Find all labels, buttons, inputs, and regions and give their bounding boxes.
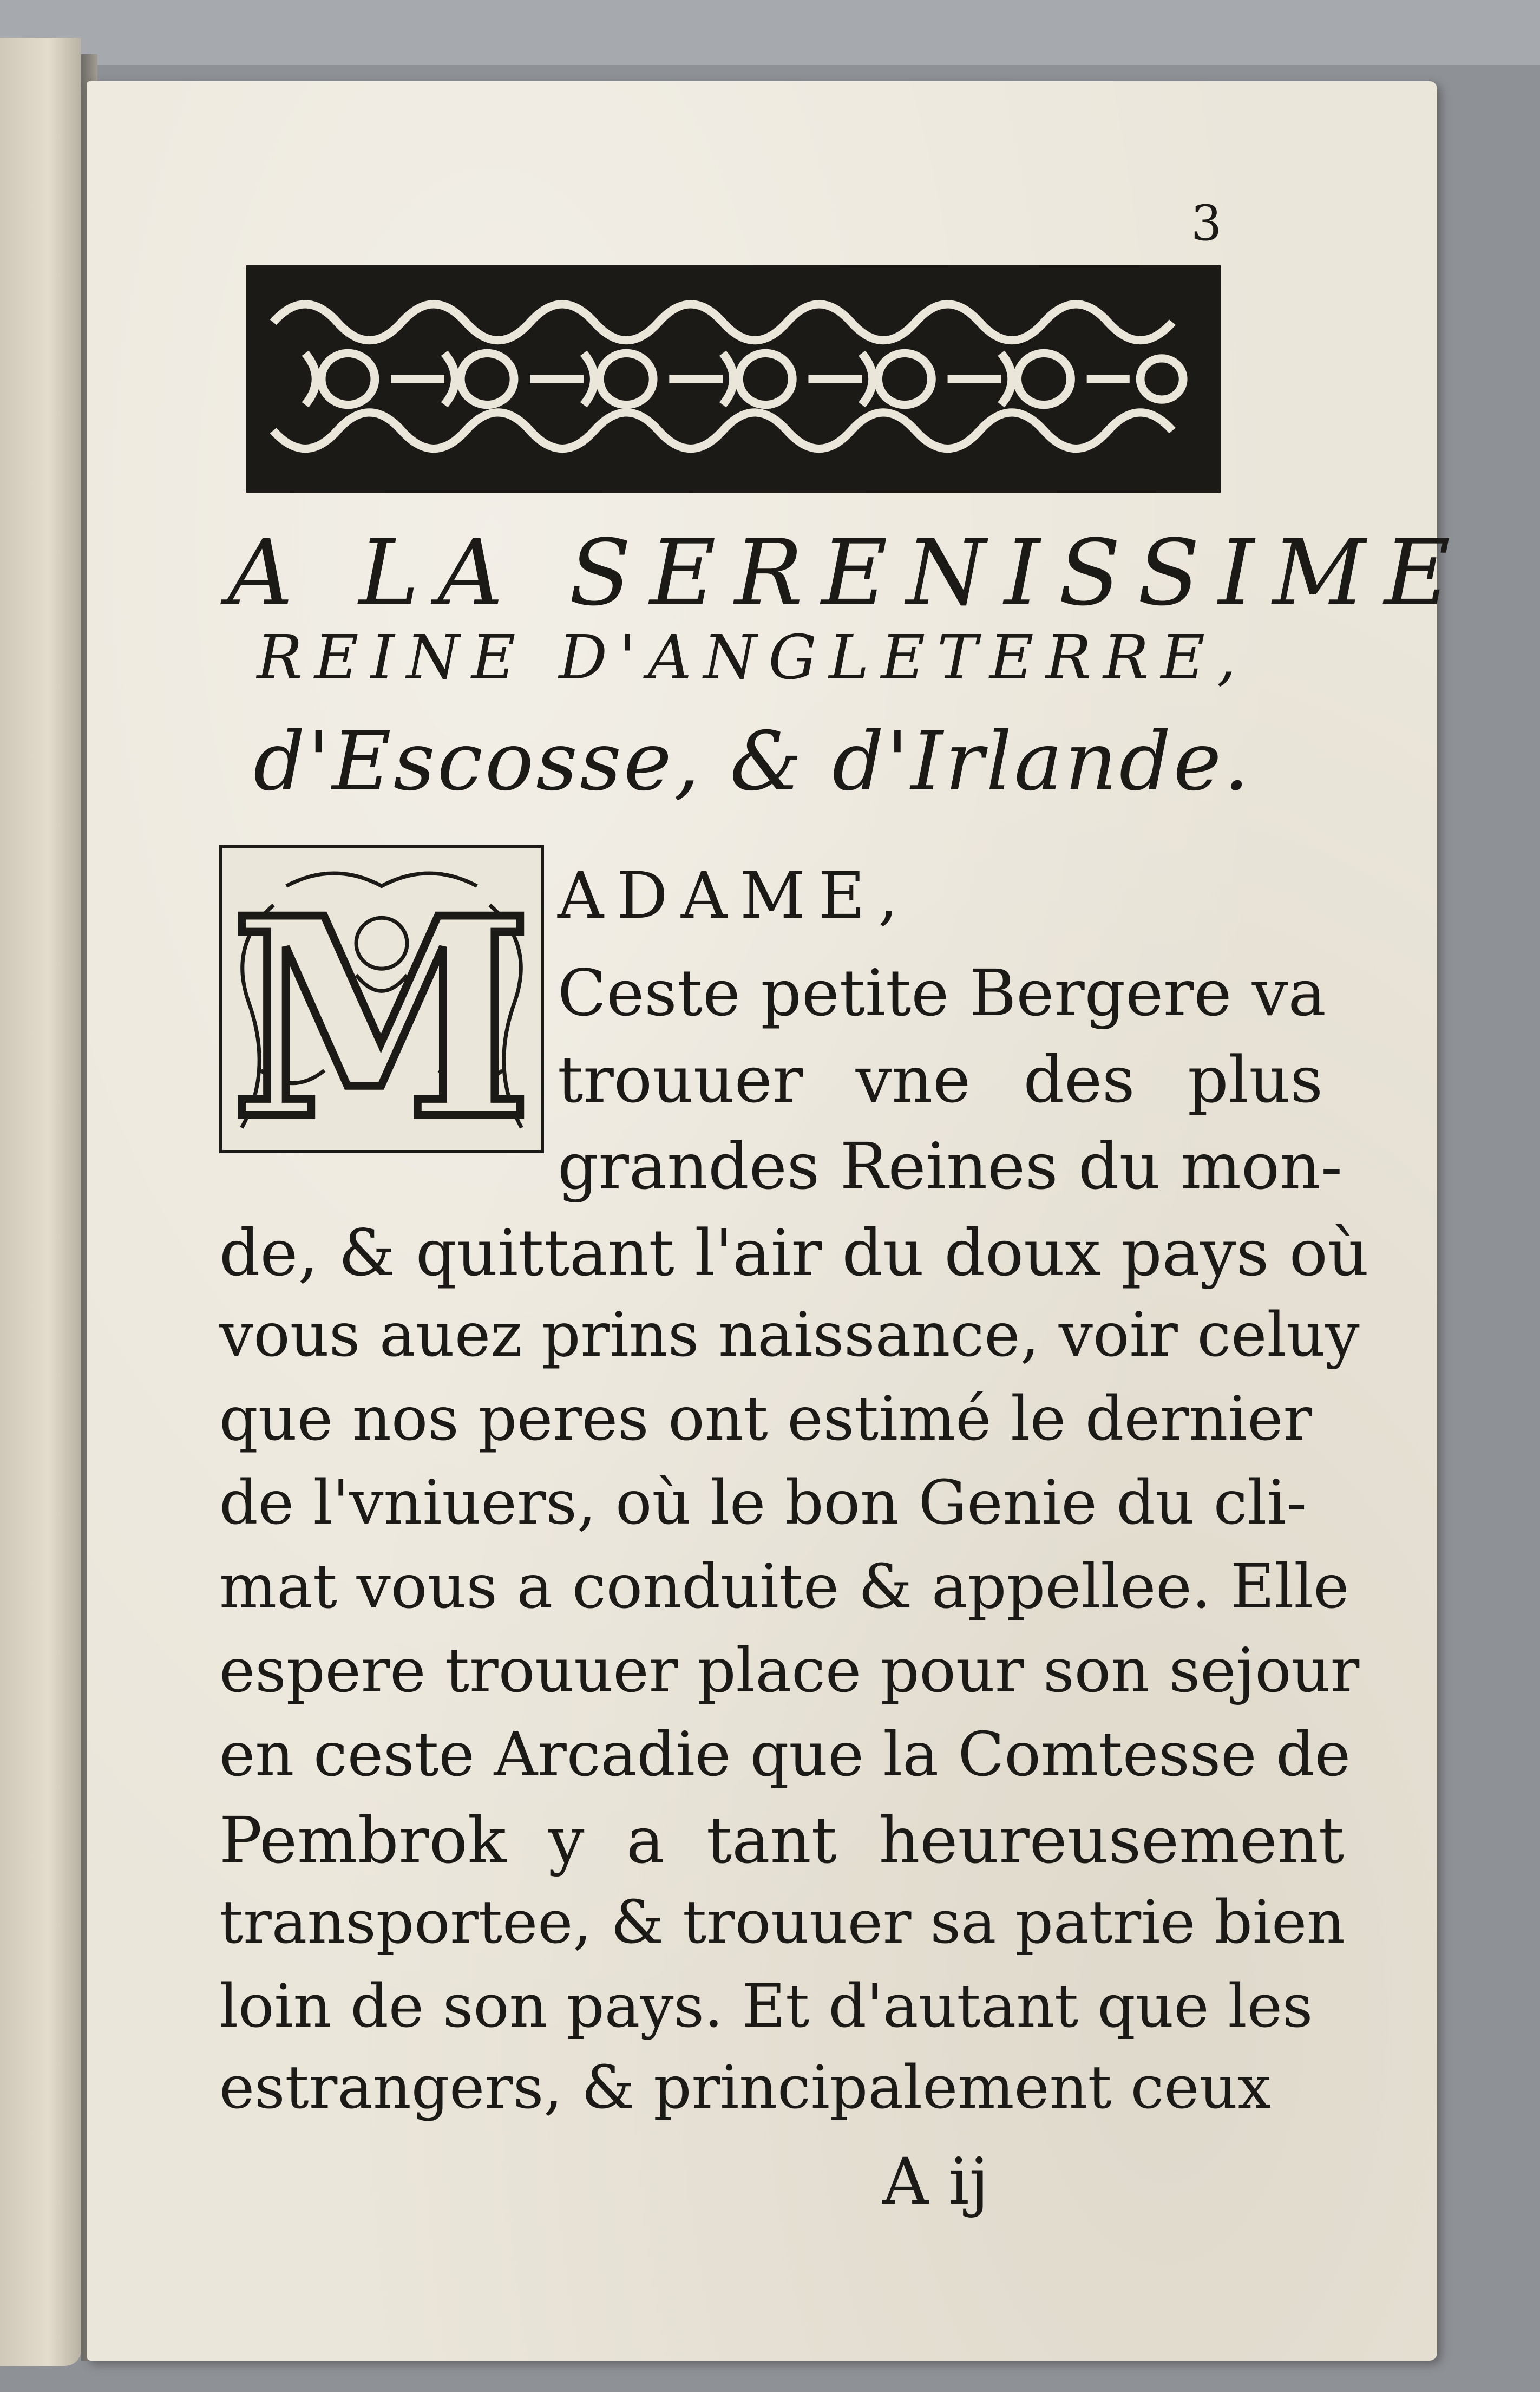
dedication-title-line2: REINE D'ANGLETERRE, [257,623,1248,693]
headpiece-ornament [252,271,1215,487]
body-line-9: mat vous a conduite & appellee. Elle [219,1552,1349,1622]
page-number: 3 [1191,195,1222,252]
body-line-7: que nos peres ont estimé le dernier [219,1384,1313,1454]
backdrop [0,0,1540,65]
initial-letter: M [230,859,533,1150]
decorated-initial-ornament [222,848,541,1150]
body-line-2: Ceste petite Bergere va [558,956,1326,1030]
body-line-14: loin de son pays. Et d'autant que les [219,1971,1313,2041]
body-line-8: de l'vniuers, où le bon Genie du cli- [219,1468,1307,1538]
dedication-title-line3: d'Escosse, & d'Irlande. [253,715,1252,809]
body-line-15: estrangers, & principalement ceux [219,2053,1272,2122]
body-line-10: espere trouuer place pour son sejour [219,1636,1360,1706]
decorated-initial [219,845,544,1153]
body-line-6: vous auez prins naissance, voir celuy [219,1300,1360,1370]
ornamental-headpiece [246,265,1221,493]
body-line-13: transportee, & trouuer sa patrie bien [219,1887,1346,1957]
facing-page-edge [0,38,81,2366]
body-line-3: trouuer vne des plus [558,1042,1323,1117]
body-line-12: Pembrok y a tant heureusement [219,1803,1345,1878]
body-line-11: en ceste Arcadie que la Comtesse de [219,1720,1351,1790]
body-line-5: de, & quittant l'air du doux pays où [219,1215,1369,1290]
body-line-4: grandes Reines du mon- [558,1129,1342,1204]
body-line-1: ADAME, [558,858,912,933]
dedication-title-line1: A LA SERENISSIME [227,520,1469,626]
signature-mark: A ij [882,2144,989,2219]
